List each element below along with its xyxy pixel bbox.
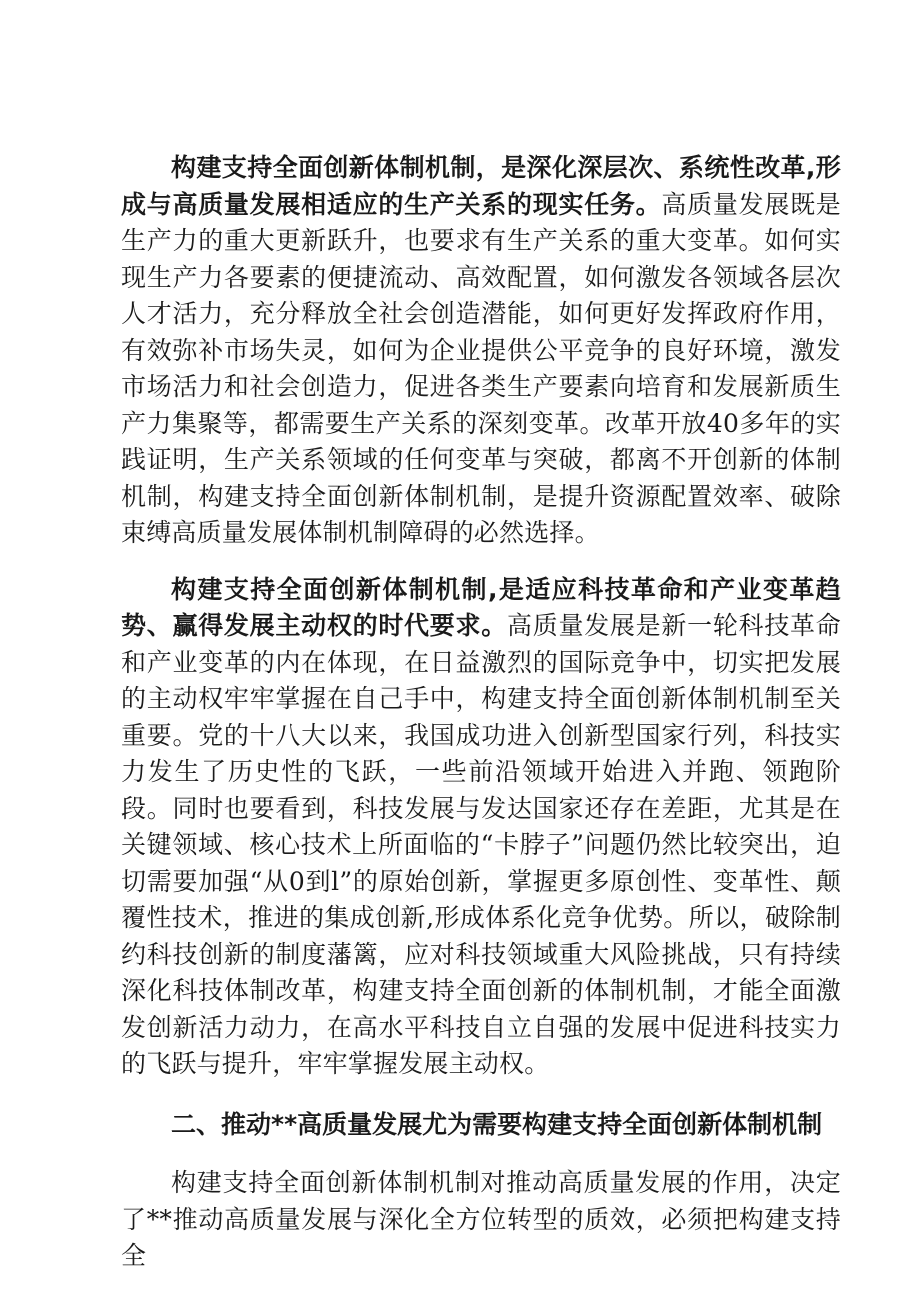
paragraph-1-lead: 构建支持全面创新体制机制，是深化深层次、系统性改革,形成与高质量发展相适应的生产关系的现实任务。 (121, 153, 841, 219)
section-heading: 二、推动**高质量发展尤为需要构建支持全面创新体制机制 (171, 1109, 823, 1139)
document-page (121, 150, 841, 1275)
paragraph-1-body: 高质量发展既是生产力的重大更新跃升，也要求有生产关系的重大变革。如何实现生产力各要素的便捷流动、高效配置，如何激发各领域各层次人才活力，充分释放全社会创造潜能，如何更好发挥政府作用，有效弥补市场失灵，如何为企业提供公平竞争的良好环境，激发市场活力和社会创造力，促进各类生产要素向培育和发展新质生产力集聚等，都需要生产关系的深刻变革。改革开放40多年的实践证明，生产关系领域的任何变革与突破，都离不开创新的体制机制，构建支持全面创新体制机制，是提升资源配置效率、破除束缚高质量发展体制机制障碍的必然选择。 (121, 189, 842, 547)
paragraph-2-body: 高质量发展是新一轮科技革命和产业变革的内在体现，在日益激烈的国际竞争中，切实把发展的主动权牢牢掌握在自己手中，构建支持全面创新体制机制至关重要。党的十八大以来，我国成功进入创新型国家行列，科技实力发生了历史性的飞跃，一些前沿领域开始进入并跑、领跑阶段。同时也要看到，科技发展与发达国家还存在差距，尤其是在关键领域、核心技术上所面临的“卡脖子”问题仍然比较突出，迫切需要加强“从0到l”的原始创新，掌握更多原创性、变革性、颠覆性技术，推进的集成创新,形成体系化竞争优势。所以，破除制约科技创新的制度藩篱，应对科技领域重大风险挑战，只有持续深化科技体制改革，构建支持全面创新的体制机制，才能全面激发创新活力动力，在高水平科技自立自强的发展中促进科技实力的飞跃与提升，牢牢掌握发展主动权。 (121, 611, 841, 1078)
paragraph-3 (121, 1165, 841, 1275)
paragraph-1 (121, 150, 841, 552)
paragraph-2-lead: 构建支持全面创新体制机制,是适应科技革命和产业变革趋势、赢得发展主动权的时代要求。 (121, 574, 841, 640)
paragraph-3-body: 构建支持全面创新体制机制对推动高质量发展的作用，决定了**推动高质量发展与深化全方位转型的质效，必须把构建支持全 (121, 1168, 841, 1270)
paragraph-2 (121, 572, 841, 1083)
